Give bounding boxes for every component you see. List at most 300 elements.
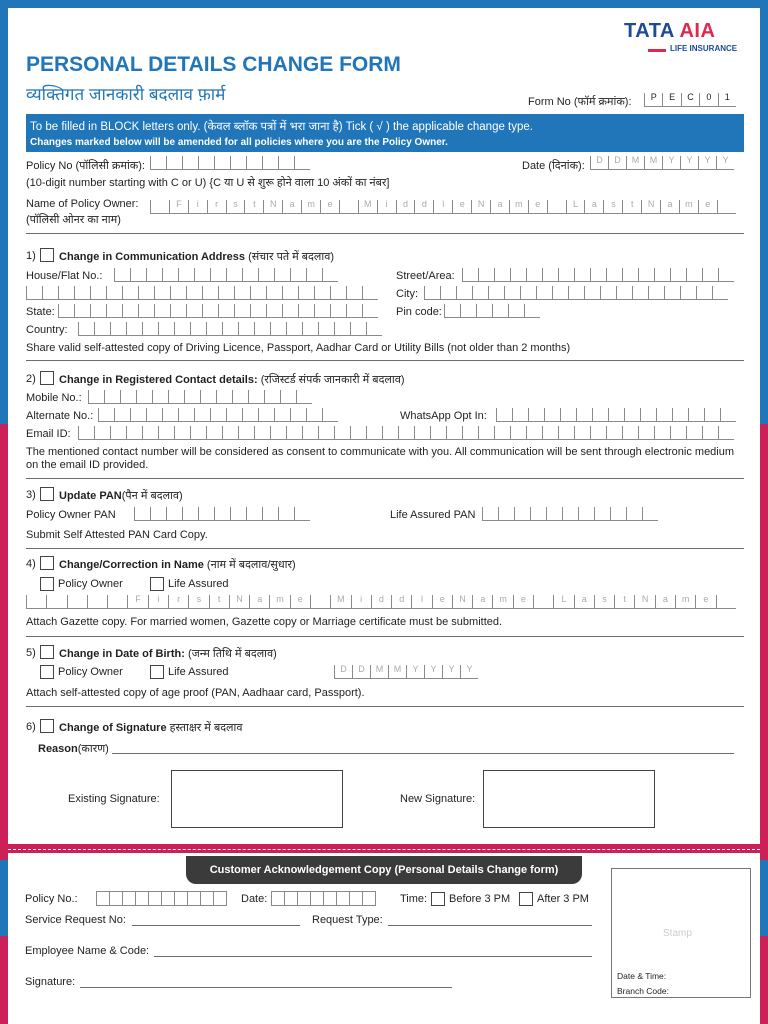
char-box[interactable]	[712, 286, 728, 300]
char-box[interactable]	[110, 426, 126, 440]
char-box[interactable]	[98, 408, 114, 422]
char-box[interactable]	[590, 268, 606, 282]
char-box[interactable]	[110, 322, 126, 336]
char-box[interactable]	[138, 304, 154, 318]
char-box[interactable]	[114, 408, 130, 422]
char-box[interactable]	[166, 507, 182, 521]
char-box[interactable]	[330, 304, 346, 318]
char-box[interactable]: 1	[718, 93, 736, 107]
char-box[interactable]: e	[320, 200, 339, 214]
char-box[interactable]	[624, 408, 640, 422]
char-box[interactable]	[310, 892, 323, 906]
char-box[interactable]	[688, 408, 704, 422]
char-box[interactable]	[158, 426, 174, 440]
char-box[interactable]	[362, 304, 378, 318]
char-box[interactable]: a	[490, 200, 509, 214]
char-box[interactable]	[254, 426, 270, 440]
char-box[interactable]: e	[695, 595, 715, 609]
char-box[interactable]	[362, 286, 378, 300]
char-box[interactable]	[632, 286, 648, 300]
char-box[interactable]	[414, 426, 430, 440]
char-box[interactable]: Y	[680, 156, 698, 170]
char-box[interactable]	[462, 268, 478, 282]
char-box[interactable]	[536, 286, 552, 300]
char-box[interactable]	[278, 507, 294, 521]
char-box[interactable]	[398, 426, 414, 440]
char-box[interactable]	[186, 286, 202, 300]
char-box[interactable]: M	[626, 156, 644, 170]
contact-change-checkbox[interactable]	[40, 371, 54, 385]
char-box[interactable]	[262, 156, 278, 170]
char-box[interactable]	[318, 322, 334, 336]
char-box[interactable]	[720, 408, 736, 422]
char-box[interactable]: s	[188, 595, 208, 609]
char-box[interactable]	[560, 408, 576, 422]
char-box[interactable]: N	[634, 595, 654, 609]
char-box[interactable]	[440, 286, 456, 300]
char-box[interactable]	[504, 286, 520, 300]
char-box[interactable]: F	[169, 200, 188, 214]
address-change-checkbox[interactable]	[40, 248, 54, 262]
char-box[interactable]	[104, 390, 120, 404]
char-box[interactable]: E	[662, 93, 680, 107]
char-box[interactable]	[306, 408, 322, 422]
char-box[interactable]	[206, 426, 222, 440]
char-box[interactable]	[67, 595, 87, 609]
request-type-field[interactable]	[388, 925, 592, 926]
char-box[interactable]	[234, 304, 250, 318]
char-box[interactable]	[264, 390, 280, 404]
char-box[interactable]	[146, 408, 162, 422]
char-box[interactable]	[262, 507, 278, 521]
street-field[interactable]	[462, 268, 734, 282]
state-field[interactable]	[58, 304, 378, 318]
pan-update-checkbox[interactable]	[40, 487, 54, 501]
char-box[interactable]	[170, 304, 186, 318]
char-box[interactable]: F	[127, 595, 147, 609]
char-box[interactable]: e	[290, 595, 310, 609]
char-box[interactable]: P	[644, 93, 662, 107]
char-box[interactable]	[26, 595, 46, 609]
char-box[interactable]	[430, 426, 446, 440]
char-box[interactable]	[94, 426, 110, 440]
char-box[interactable]	[88, 390, 104, 404]
char-box[interactable]: d	[391, 595, 411, 609]
char-box[interactable]	[282, 286, 298, 300]
char-box[interactable]	[574, 268, 590, 282]
char-box[interactable]	[226, 408, 242, 422]
after-3pm-checkbox[interactable]	[519, 892, 533, 906]
char-box[interactable]	[302, 322, 318, 336]
char-box[interactable]	[122, 892, 135, 906]
char-box[interactable]	[648, 286, 664, 300]
char-box[interactable]	[106, 304, 122, 318]
char-box[interactable]	[74, 304, 90, 318]
ack-date-field[interactable]	[271, 891, 376, 906]
char-box[interactable]: Y	[442, 665, 460, 679]
char-box[interactable]	[294, 507, 310, 521]
char-box[interactable]	[339, 200, 358, 214]
char-box[interactable]	[258, 268, 274, 282]
char-box[interactable]	[282, 304, 298, 318]
char-box[interactable]	[318, 426, 334, 440]
reason-field[interactable]	[112, 753, 734, 754]
char-box[interactable]	[476, 304, 492, 318]
char-box[interactable]	[286, 426, 302, 440]
char-box[interactable]: a	[282, 200, 301, 214]
char-box[interactable]	[26, 286, 42, 300]
char-box[interactable]	[232, 390, 248, 404]
char-box[interactable]: M	[388, 665, 406, 679]
char-box[interactable]: M	[358, 200, 377, 214]
char-box[interactable]	[510, 426, 526, 440]
char-box[interactable]	[606, 268, 622, 282]
char-box[interactable]	[334, 426, 350, 440]
char-box[interactable]	[654, 426, 670, 440]
char-box[interactable]	[578, 507, 594, 521]
char-box[interactable]	[494, 268, 510, 282]
char-box[interactable]: m	[301, 200, 320, 214]
char-box[interactable]	[218, 304, 234, 318]
char-box[interactable]	[178, 268, 194, 282]
char-box[interactable]: m	[509, 200, 528, 214]
policy-owner-checkbox[interactable]	[40, 577, 54, 591]
dob-change-checkbox[interactable]	[40, 645, 54, 659]
char-box[interactable]: d	[414, 200, 433, 214]
char-box[interactable]	[336, 892, 349, 906]
char-box[interactable]	[478, 268, 494, 282]
char-box[interactable]	[142, 426, 158, 440]
char-box[interactable]	[460, 304, 476, 318]
char-box[interactable]	[546, 507, 562, 521]
char-box[interactable]	[512, 408, 528, 422]
name-change-checkbox[interactable]	[40, 556, 54, 570]
char-box[interactable]	[274, 408, 290, 422]
char-box[interactable]: s	[594, 595, 614, 609]
char-box[interactable]	[78, 322, 94, 336]
char-box[interactable]	[194, 408, 210, 422]
pincode-field[interactable]	[444, 304, 540, 318]
char-box[interactable]	[162, 408, 178, 422]
char-box[interactable]	[456, 286, 472, 300]
char-box[interactable]	[150, 156, 166, 170]
char-box[interactable]	[254, 322, 270, 336]
char-box[interactable]	[150, 200, 169, 214]
char-box[interactable]	[136, 390, 152, 404]
char-box[interactable]	[58, 286, 74, 300]
char-box[interactable]: C	[681, 93, 699, 107]
char-box[interactable]	[174, 892, 187, 906]
char-box[interactable]	[238, 322, 254, 336]
char-box[interactable]	[322, 268, 338, 282]
char-box[interactable]: Y	[406, 665, 424, 679]
char-box[interactable]	[654, 268, 670, 282]
ack-signature-field[interactable]	[80, 987, 452, 988]
char-box[interactable]: D	[352, 665, 370, 679]
char-box[interactable]	[198, 507, 214, 521]
char-box[interactable]	[278, 156, 294, 170]
char-box[interactable]	[626, 507, 642, 521]
dob-field[interactable]	[334, 665, 478, 679]
char-box[interactable]	[161, 892, 174, 906]
char-box[interactable]	[478, 426, 494, 440]
char-box[interactable]: L	[566, 200, 585, 214]
char-box[interactable]	[382, 426, 398, 440]
char-box[interactable]	[702, 426, 718, 440]
char-box[interactable]	[90, 304, 106, 318]
char-box[interactable]	[230, 507, 246, 521]
char-box[interactable]	[544, 408, 560, 422]
char-box[interactable]	[148, 892, 161, 906]
char-box[interactable]	[170, 286, 186, 300]
char-box[interactable]	[142, 322, 158, 336]
char-box[interactable]	[274, 268, 290, 282]
char-box[interactable]	[558, 268, 574, 282]
char-box[interactable]: N	[229, 595, 249, 609]
char-box[interactable]	[266, 286, 282, 300]
char-box[interactable]	[122, 304, 138, 318]
char-box[interactable]: r	[168, 595, 188, 609]
char-box[interactable]	[174, 426, 190, 440]
char-box[interactable]	[294, 156, 310, 170]
char-box[interactable]	[568, 286, 584, 300]
char-box[interactable]	[210, 268, 226, 282]
char-box[interactable]: Y	[662, 156, 680, 170]
char-box[interactable]	[90, 286, 106, 300]
char-box[interactable]	[250, 286, 266, 300]
char-box[interactable]	[242, 408, 258, 422]
char-box[interactable]	[622, 268, 638, 282]
char-box[interactable]	[350, 322, 366, 336]
char-box[interactable]	[547, 200, 566, 214]
char-box[interactable]	[606, 426, 622, 440]
char-box[interactable]: m	[679, 200, 698, 214]
signature-change-checkbox[interactable]	[40, 719, 54, 733]
char-box[interactable]	[202, 286, 218, 300]
char-box[interactable]	[496, 408, 512, 422]
char-box[interactable]	[284, 892, 297, 906]
char-box[interactable]	[322, 408, 338, 422]
char-box[interactable]	[297, 892, 310, 906]
char-box[interactable]: N	[263, 200, 282, 214]
char-box[interactable]	[334, 322, 350, 336]
char-box[interactable]	[314, 286, 330, 300]
char-box[interactable]: a	[472, 595, 492, 609]
srn-field[interactable]	[132, 925, 300, 926]
char-box[interactable]	[656, 408, 672, 422]
char-box[interactable]	[696, 286, 712, 300]
char-box[interactable]	[166, 156, 182, 170]
char-box[interactable]	[120, 390, 136, 404]
char-box[interactable]	[590, 426, 606, 440]
char-box[interactable]	[702, 268, 718, 282]
char-box[interactable]	[718, 268, 734, 282]
char-box[interactable]	[314, 304, 330, 318]
char-box[interactable]	[330, 286, 346, 300]
char-box[interactable]	[158, 322, 174, 336]
alternate-field[interactable]	[98, 408, 338, 422]
char-box[interactable]	[248, 390, 264, 404]
employee-field[interactable]	[154, 956, 592, 957]
char-box[interactable]	[424, 286, 440, 300]
char-box[interactable]	[242, 268, 258, 282]
char-box[interactable]	[616, 286, 632, 300]
char-box[interactable]: i	[148, 595, 168, 609]
before-3pm-checkbox[interactable]	[431, 892, 445, 906]
new-name-field[interactable]	[26, 595, 736, 609]
char-box[interactable]: s	[226, 200, 245, 214]
char-box[interactable]	[638, 426, 654, 440]
whatsapp-field[interactable]	[496, 408, 736, 422]
char-box[interactable]	[190, 322, 206, 336]
char-box[interactable]	[162, 268, 178, 282]
char-box[interactable]: L	[553, 595, 573, 609]
char-box[interactable]	[126, 322, 142, 336]
char-box[interactable]: N	[452, 595, 472, 609]
char-box[interactable]: M	[370, 665, 388, 679]
char-box[interactable]	[542, 268, 558, 282]
char-box[interactable]	[130, 408, 146, 422]
char-box[interactable]: a	[574, 595, 594, 609]
char-box[interactable]	[96, 892, 109, 906]
char-box[interactable]	[528, 408, 544, 422]
char-box[interactable]	[600, 286, 616, 300]
life-assured-checkbox[interactable]	[150, 577, 164, 591]
house-field[interactable]	[114, 268, 338, 282]
char-box[interactable]: Y	[424, 665, 442, 679]
char-box[interactable]	[270, 426, 286, 440]
char-box[interactable]	[310, 595, 330, 609]
char-box[interactable]	[222, 426, 238, 440]
char-box[interactable]	[594, 507, 610, 521]
char-box[interactable]	[592, 408, 608, 422]
char-box[interactable]: D	[590, 156, 608, 170]
char-box[interactable]	[562, 507, 578, 521]
char-box[interactable]	[226, 268, 242, 282]
char-box[interactable]	[533, 595, 553, 609]
char-box[interactable]	[152, 390, 168, 404]
char-box[interactable]	[718, 426, 734, 440]
char-box[interactable]	[362, 892, 375, 906]
char-box[interactable]: l	[433, 200, 452, 214]
char-box[interactable]	[126, 426, 142, 440]
policy-no-field[interactable]	[150, 156, 310, 170]
char-box[interactable]: Y	[460, 665, 478, 679]
char-box[interactable]	[271, 892, 284, 906]
char-box[interactable]: M	[644, 156, 662, 170]
char-box[interactable]	[680, 286, 696, 300]
email-field[interactable]	[78, 426, 734, 440]
char-box[interactable]	[109, 892, 122, 906]
char-box[interactable]: t	[209, 595, 229, 609]
char-box[interactable]: e	[528, 200, 547, 214]
char-box[interactable]	[130, 268, 146, 282]
char-box[interactable]	[187, 892, 200, 906]
char-box[interactable]: Y	[716, 156, 734, 170]
char-box[interactable]: t	[622, 200, 641, 214]
char-box[interactable]	[42, 286, 58, 300]
char-box[interactable]	[508, 304, 524, 318]
char-box[interactable]	[210, 408, 226, 422]
char-box[interactable]	[542, 426, 558, 440]
char-box[interactable]	[280, 390, 296, 404]
char-box[interactable]: s	[603, 200, 622, 214]
char-box[interactable]	[178, 408, 194, 422]
la-pan-field[interactable]	[482, 507, 658, 521]
char-box[interactable]	[182, 507, 198, 521]
char-box[interactable]: e	[698, 200, 717, 214]
char-box[interactable]: e	[513, 595, 533, 609]
char-box[interactable]: N	[471, 200, 490, 214]
char-box[interactable]: a	[584, 200, 603, 214]
char-box[interactable]	[214, 156, 230, 170]
char-box[interactable]	[302, 426, 318, 440]
char-box[interactable]	[58, 304, 74, 318]
char-box[interactable]	[520, 286, 536, 300]
char-box[interactable]: N	[641, 200, 660, 214]
char-box[interactable]: l	[411, 595, 431, 609]
char-box[interactable]	[218, 286, 234, 300]
char-box[interactable]	[622, 426, 638, 440]
char-box[interactable]	[222, 322, 238, 336]
char-box[interactable]	[190, 426, 206, 440]
char-box[interactable]	[717, 200, 736, 214]
date-field[interactable]	[590, 156, 734, 170]
char-box[interactable]	[74, 286, 90, 300]
char-box[interactable]	[672, 408, 688, 422]
char-box[interactable]	[78, 426, 94, 440]
char-box[interactable]	[146, 268, 162, 282]
char-box[interactable]	[206, 322, 222, 336]
char-box[interactable]	[250, 304, 266, 318]
char-box[interactable]	[323, 892, 336, 906]
new-signature-box[interactable]	[483, 770, 655, 828]
char-box[interactable]	[213, 892, 226, 906]
char-box[interactable]: t	[614, 595, 634, 609]
char-box[interactable]: a	[660, 200, 679, 214]
char-box[interactable]	[446, 426, 462, 440]
owner-pan-field[interactable]	[134, 507, 310, 521]
char-box[interactable]	[492, 304, 508, 318]
char-box[interactable]	[350, 426, 366, 440]
char-box[interactable]	[154, 286, 170, 300]
char-box[interactable]	[296, 390, 312, 404]
char-box[interactable]: i	[188, 200, 207, 214]
owner-name-field[interactable]	[150, 200, 736, 214]
char-box[interactable]	[526, 426, 542, 440]
house-field-line2[interactable]	[26, 286, 378, 300]
char-box[interactable]	[46, 595, 66, 609]
char-box[interactable]	[238, 426, 254, 440]
char-box[interactable]	[134, 507, 150, 521]
char-box[interactable]	[686, 426, 702, 440]
char-box[interactable]: r	[207, 200, 226, 214]
char-box[interactable]	[716, 595, 736, 609]
char-box[interactable]	[184, 390, 200, 404]
char-box[interactable]	[346, 304, 362, 318]
char-box[interactable]	[366, 426, 382, 440]
ack-policy-field[interactable]	[96, 891, 227, 906]
char-box[interactable]	[246, 507, 262, 521]
char-box[interactable]	[230, 156, 246, 170]
char-box[interactable]	[182, 156, 198, 170]
char-box[interactable]	[526, 268, 542, 282]
char-box[interactable]	[234, 286, 250, 300]
char-box[interactable]	[488, 286, 504, 300]
char-box[interactable]	[290, 408, 306, 422]
char-box[interactable]: m	[492, 595, 512, 609]
char-box[interactable]	[366, 322, 382, 336]
